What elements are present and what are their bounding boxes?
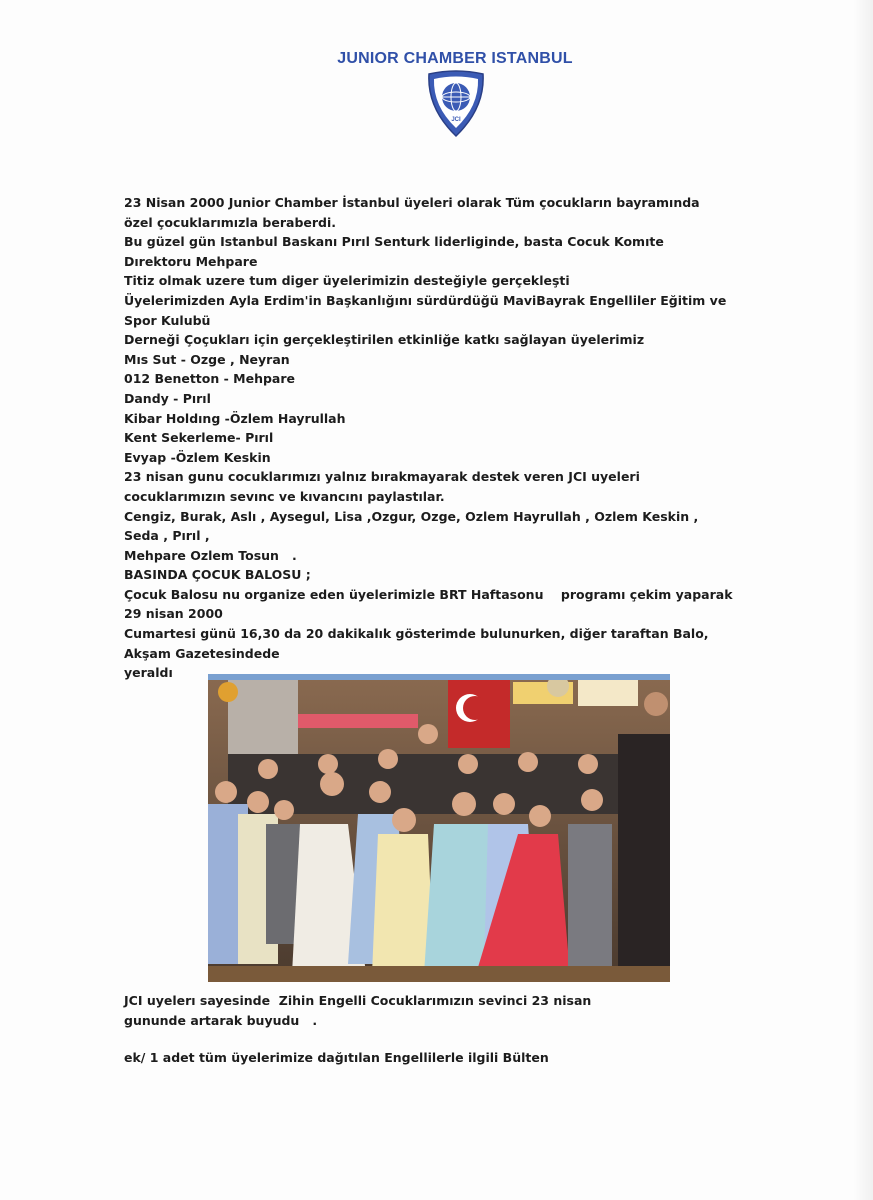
photo-caption — [124, 991, 724, 1030]
body-line: Kent Sekerleme- Pırıl — [124, 430, 274, 446]
section-heading: BASINDA ÇOCUK BALOSU ; — [124, 567, 311, 583]
body-line: Mehpare Ozlem Tosun . — [124, 547, 297, 563]
body-line: Dırektoru Mehpare — [124, 253, 258, 269]
body-line: 23 nisan gunu cocuklarımızı yalnız bırakmayarak destek veren JCI uyeleri — [124, 469, 640, 485]
body-line: Mıs Sut - Ozge , Neyran — [124, 351, 290, 367]
body-line: Derneği Çoçukları için gerçekleştirilen etkinliğe katkı sağlayan üyelerimiz — [124, 332, 645, 348]
jci-logo-icon — [425, 70, 487, 140]
scan-edge-shadow — [853, 0, 873, 1200]
body-line: Spor Kulubü — [124, 312, 211, 328]
body-line: Evyap -Özlem Keskin — [124, 449, 271, 465]
body-line: 012 Benetton - Mehpare — [124, 371, 295, 387]
body-line: Cengiz, Burak, Aslı , Aysegul, Lisa ,Ozgur, Ozge, Ozlem Hayrullah , Ozlem Keskin , — [124, 508, 699, 524]
body-line: Titiz olmak uzere tum diger üyelerimizin desteğiyle gerçekleşti — [124, 273, 570, 289]
attachment-note: ek/ 1 adet tüm üyelerimize dağıtılan Engellilerle ilgili Bülten — [124, 1050, 549, 1065]
caption-line: gununde artarak buyudu . — [124, 1012, 318, 1028]
body-line: Üyelerimizden Ayla Erdim'in Başkanlığını sürdürdüğü MaviBayrak Engelliler Eğitim ve — [124, 292, 727, 308]
body-line: Akşam Gazetesindede — [124, 645, 280, 661]
body-line: 23 Nisan 2000 Junior Chamber İstanbul üyeleri olarak Tüm çocukların bayramında — [124, 195, 700, 210]
letter-body — [124, 193, 744, 683]
body-line: özel çocuklarımızla beraberdi. — [124, 214, 337, 230]
body-line: 29 nisan 2000 — [124, 606, 223, 622]
svg-text:JCI: JCI — [451, 117, 461, 123]
body-line: Seda , Pırıl , — [124, 528, 210, 544]
body-line: Kibar Holdıng -Özlem Hayrullah — [124, 410, 346, 426]
body-line: Dandy - Pırıl — [124, 390, 211, 406]
caption-line: JCI uyelerı sayesinde Zihin Engelli Cocuklarımızın sevinci 23 nisan — [124, 993, 592, 1008]
body-line: cocuklarımızın sevınc ve kıvancını paylastılar. — [124, 488, 445, 504]
page-header-title: JUNIOR CHAMBER ISTANBUL — [337, 50, 573, 67]
body-line: Cumartesi günü 16,30 da 20 dakikalık gösterimde bulunurken, diğer taraftan Balo, — [124, 626, 709, 642]
body-line: Bu güzel gün Istanbul Baskanı Pırıl Senturk liderliginde, basta Cocuk Komıte — [124, 234, 664, 250]
event-group-photo — [208, 674, 670, 982]
body-line: yeraldı — [124, 665, 173, 681]
body-line: Çocuk Balosu nu organize eden üyelerimizle BRT Haftasonu programı çekim yaparak — [124, 586, 733, 602]
